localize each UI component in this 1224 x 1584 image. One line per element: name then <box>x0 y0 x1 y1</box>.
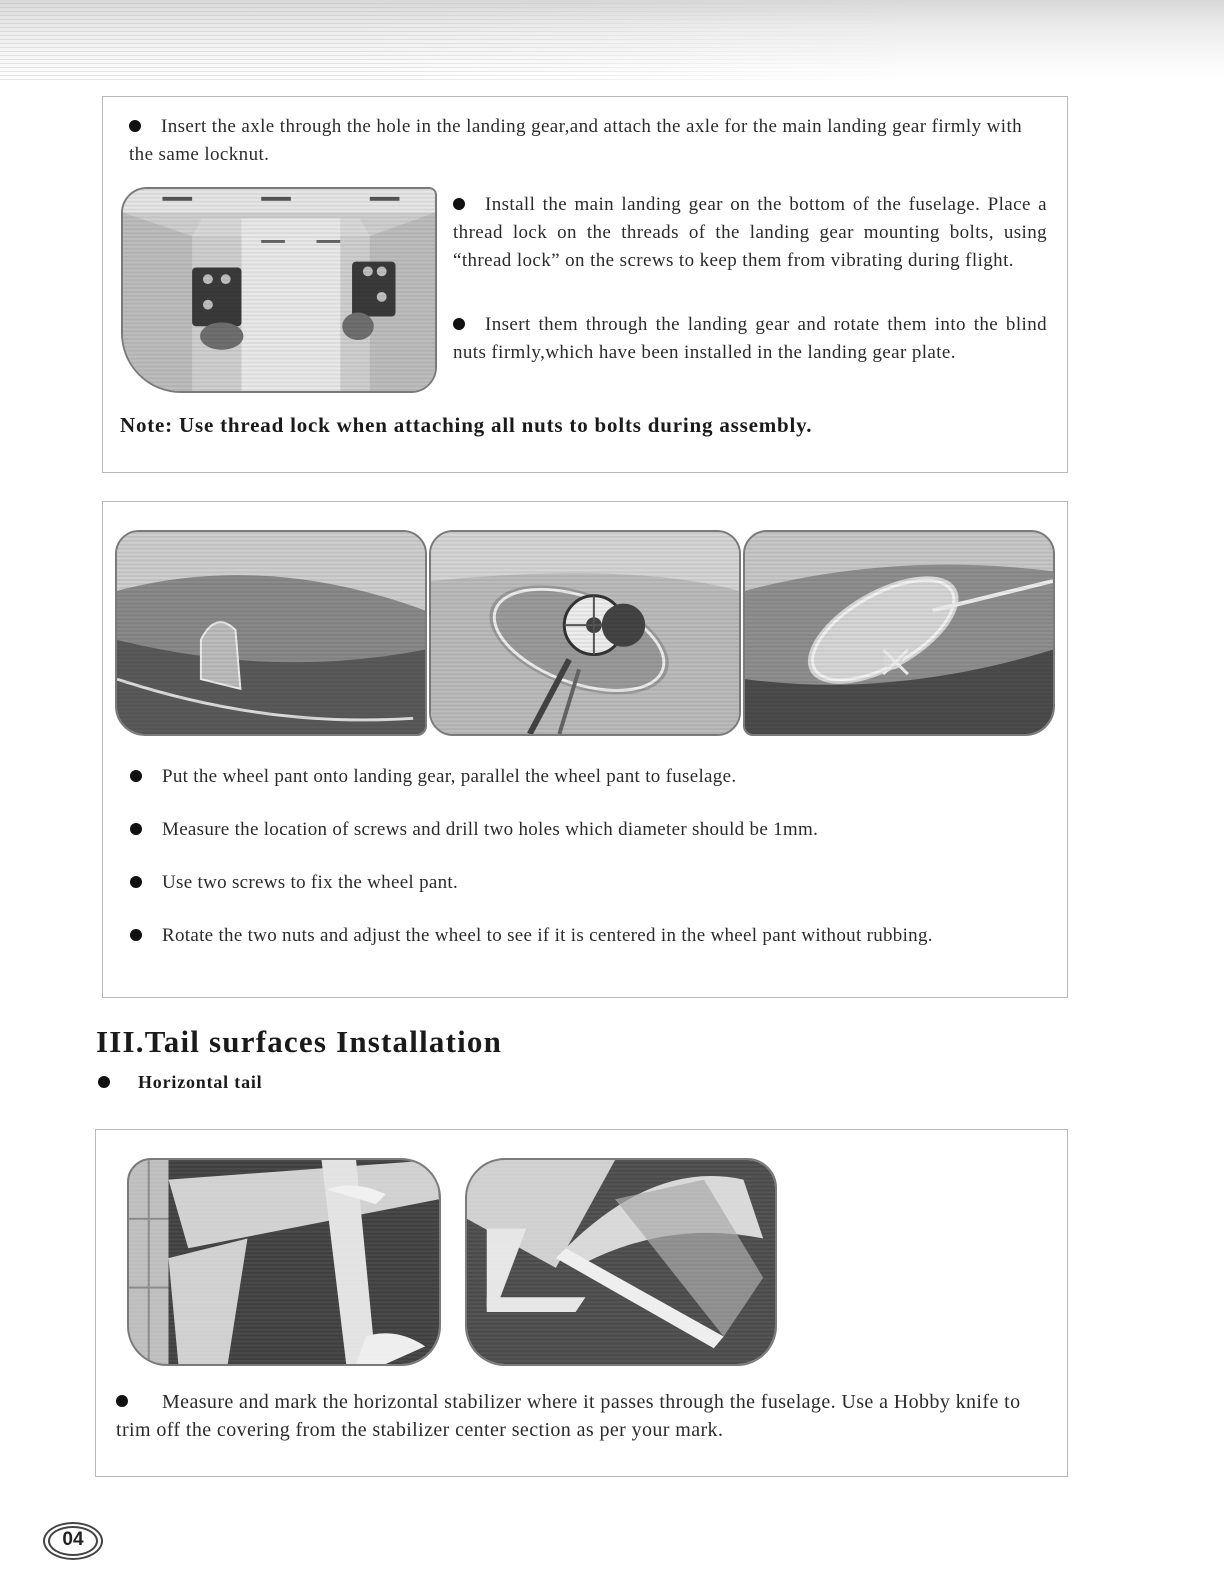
subsection-title: Horizontal tail <box>98 1072 262 1093</box>
list-item: Rotate the two nuts and adjust the wheel to see if it is centered in the wheel pant without rubbing. <box>130 925 933 947</box>
bullet-icon <box>130 770 142 782</box>
list-item: Put the wheel pant onto landing gear, parallel the wheel pant to fuselage. <box>130 766 736 788</box>
bullet-icon <box>130 929 142 941</box>
bullet-icon <box>130 876 142 888</box>
axle-instruction: Insert the axle through the hole in the landing gear,and attach the axle for the main landing gear firmly with the same locknut. <box>129 116 1023 165</box>
stabilizer-instruction: Measure and mark the horizontal stabilizer where it passes through the fuselage. Use a Hobby knife to trim off the covering from the stabilizer center section as per your mark. <box>116 1391 1021 1441</box>
wheel-pant-photo-2 <box>429 530 741 736</box>
wheel-pant-panel <box>102 501 1068 998</box>
install-main-gear-text: Install the main landing gear on the bottom of the fuselage. Place a thread lock on the threads of the landing gear mounting bolts, using “thread lock” on the screws to keep them from vibrating during flight. <box>453 194 1047 271</box>
bullet-icon <box>129 120 141 132</box>
stabilizer-fuselage-photo <box>465 1158 777 1366</box>
bullet-icon <box>116 1395 128 1407</box>
stabilizer-measure-photo <box>127 1158 441 1366</box>
landing-gear-panel <box>102 96 1068 473</box>
landing-gear-mount-photo <box>121 187 437 393</box>
bullet-icon <box>98 1076 110 1088</box>
insert-bolts-text: Insert them through the landing gear and rotate them into the blind nuts firmly,which have been installed in the landing gear plate. <box>453 314 1047 363</box>
list-item: Use two screws to fix the wheel pant. <box>130 872 458 894</box>
section-title: III.Tail surfaces Installation <box>96 1024 503 1059</box>
page-number: 04 <box>62 1529 84 1550</box>
page-number-badge <box>43 1522 105 1562</box>
wheel-pant-photo-1 <box>115 530 427 736</box>
bullet-icon <box>130 823 142 835</box>
bullet-icon <box>453 318 465 330</box>
thread-lock-note: Note: Use thread lock when attaching all nuts to bolts during assembly. <box>120 413 813 437</box>
horizontal-tail-panel <box>95 1129 1068 1477</box>
bullet-icon <box>453 198 465 210</box>
list-item: Measure the location of screws and drill two holes which diameter should be 1mm. <box>130 819 818 841</box>
wheel-pant-photo-3 <box>743 530 1055 736</box>
header-band <box>0 0 1224 80</box>
